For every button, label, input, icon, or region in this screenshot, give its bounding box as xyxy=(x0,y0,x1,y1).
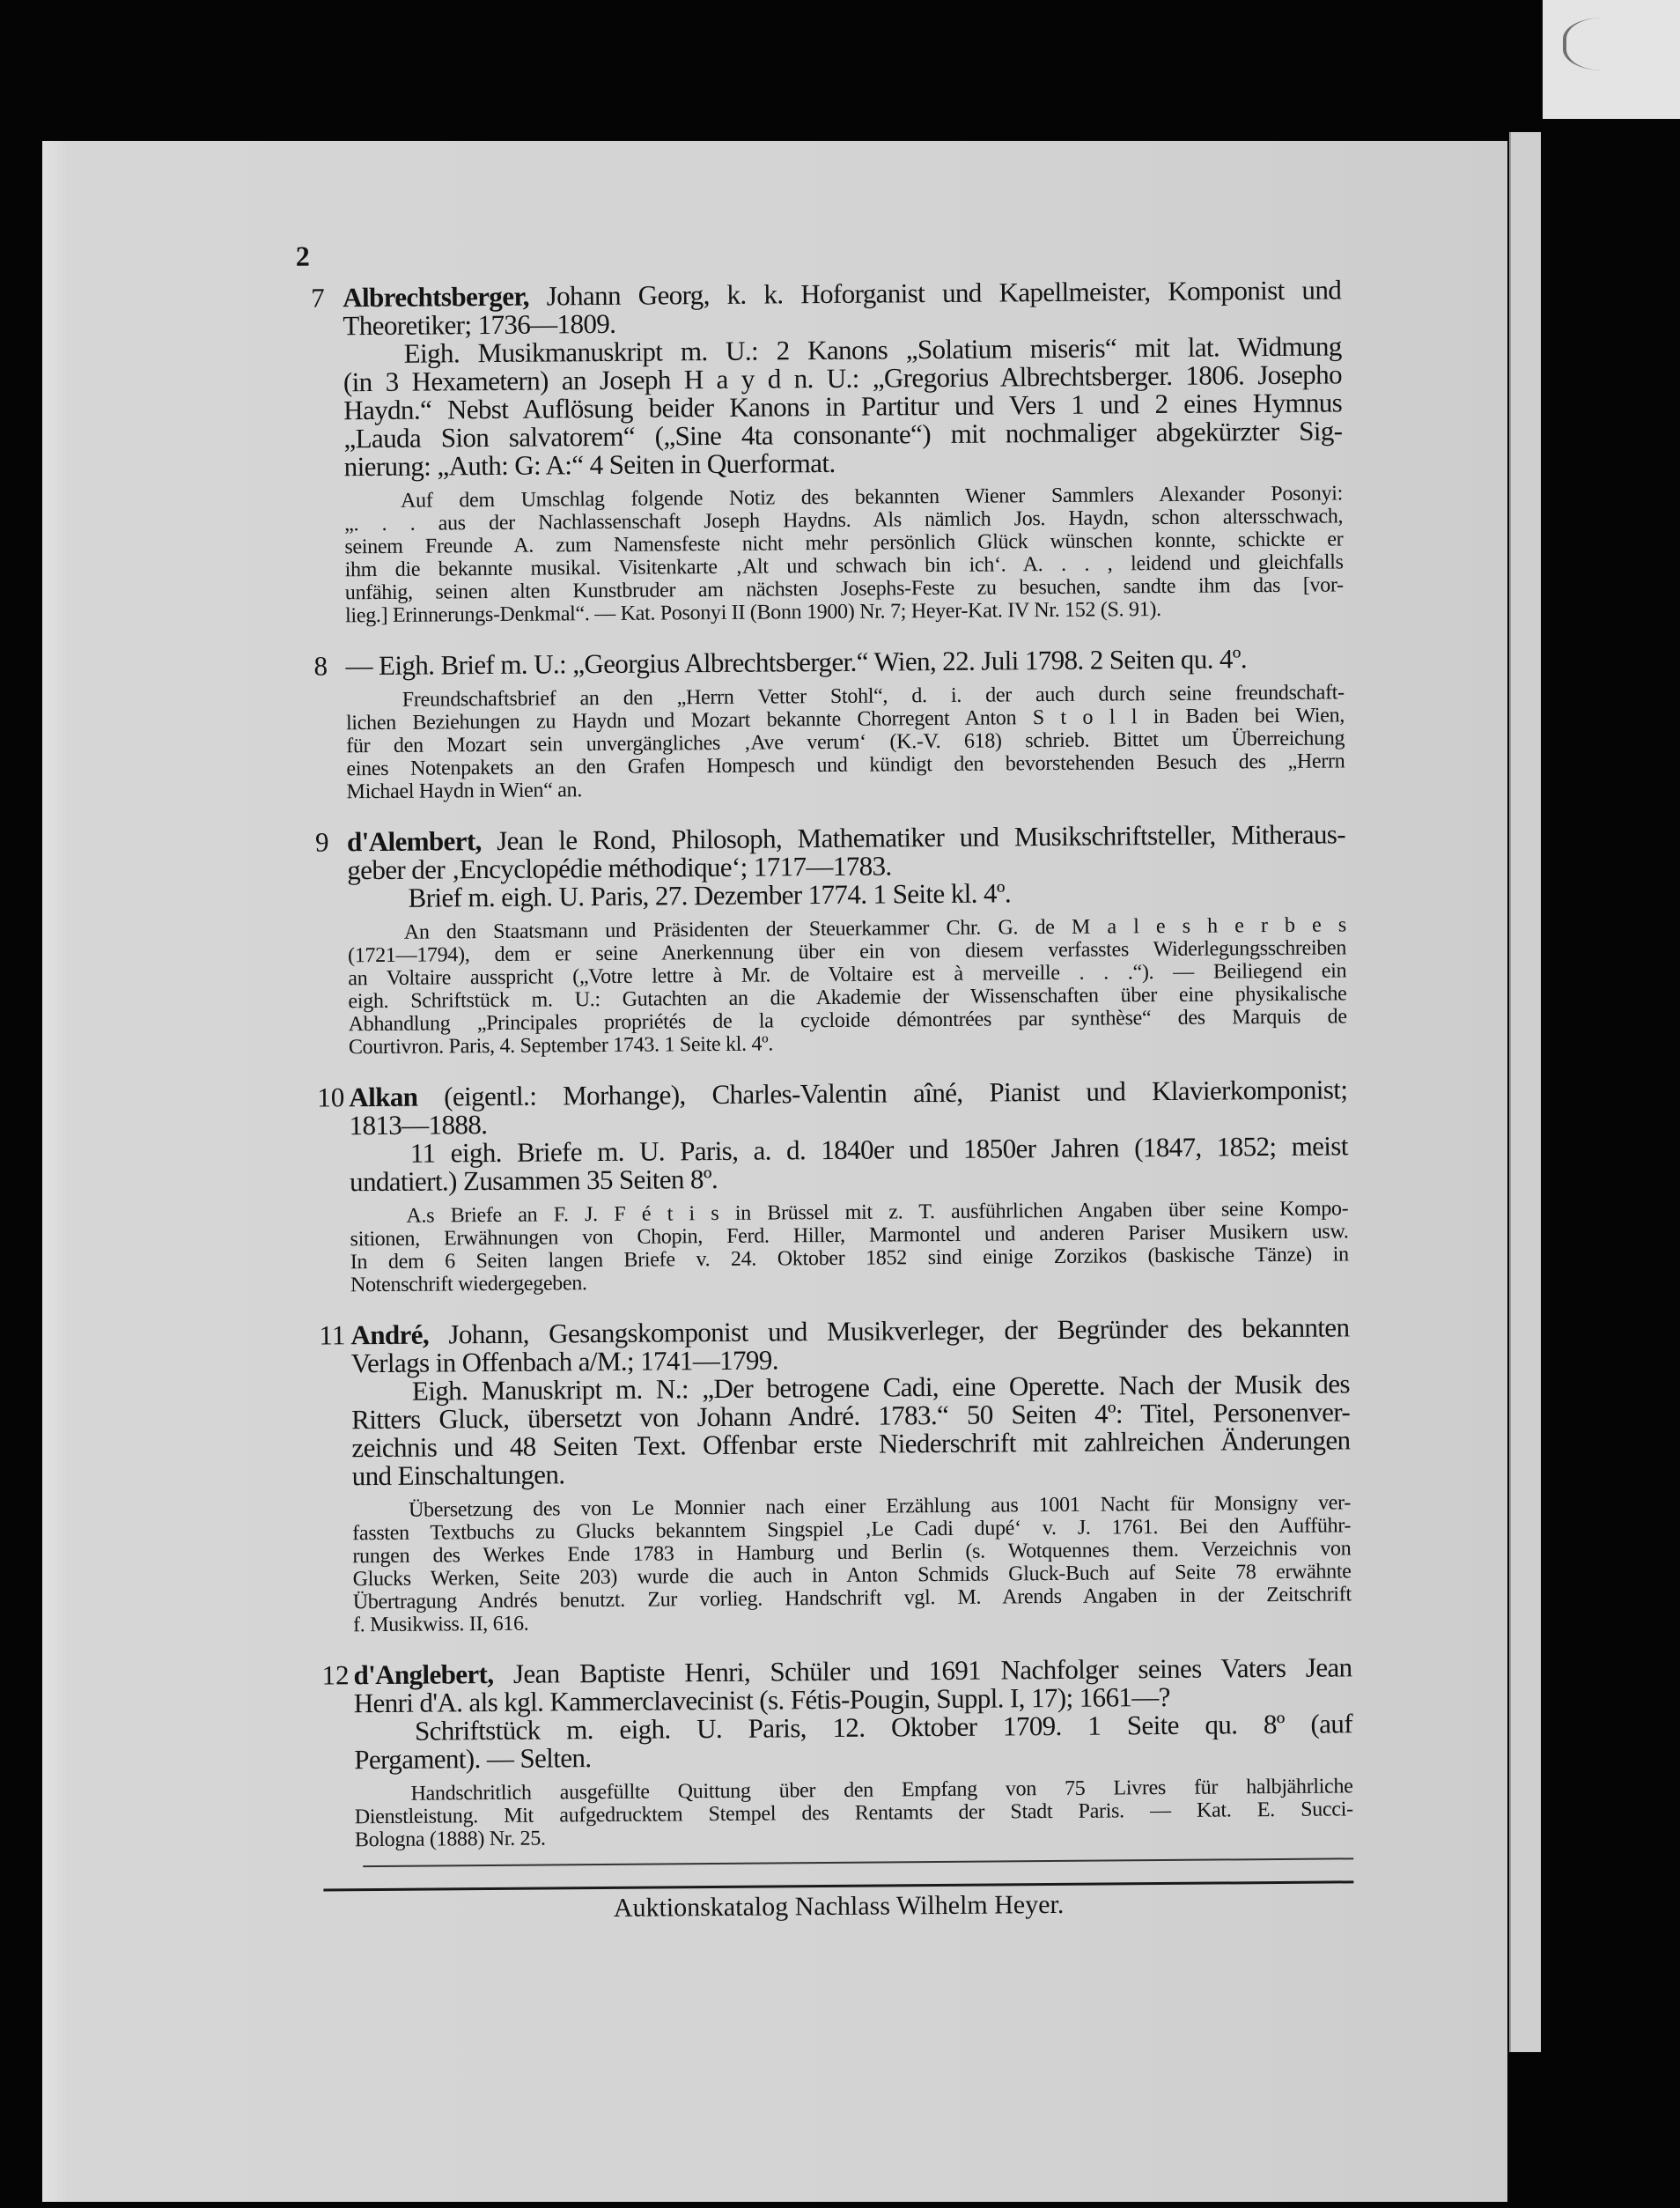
item-description-line: Haydn.“ Nebst Auflösung beider Kanons in Partitur und Vers 1 und 2 eines Hymnus xyxy=(343,387,1343,426)
entry-heading-line: Theoretiker; 1736—1809. xyxy=(343,307,616,342)
item-description-line: Eigh. Musikmanuskript m. U.: 2 Kanons „Solatium miseris“ mit lat. Widmung xyxy=(403,330,1342,369)
item-note-line: In dem 6 Seiten langen Briefe v. 24. Oktober 1852 sind einige Zorzikos (baskische Tänze) in xyxy=(350,1243,1349,1274)
item-note-line: Dienstleistung. Mit aufgedrucktem Stempel des Rentamts der Stadt Paris. — Kat. E. Succi- xyxy=(354,1798,1353,1829)
item-note-line: rungen des Werkes Ende 1783 in Hamburg und Berlin (s. Wotquennes them. Verzeichnis von xyxy=(352,1537,1352,1569)
item-note-line: Notenschrift wiedergegeben. xyxy=(350,1272,587,1297)
heading-text: Johann Georg, k. k. Hoforganist und Kapellmeister, Komponist und xyxy=(528,274,1342,312)
composer-name: d'Alembert, xyxy=(346,825,482,858)
item-note-line: (1721—1794), dem er seine Anerkennung über ein von diesem verfasstes Widerlegungsschreiben xyxy=(347,936,1347,968)
item-note-line: Übersetzung des von Le Monnier nach einer Erzählung aus 1001 Nacht für Monsigny ver- xyxy=(408,1491,1352,1522)
item-description-line: nierung: „Auth: G: A:“ 4 Seiten in Querformat. xyxy=(343,447,836,483)
lot-number: 8 xyxy=(313,650,328,682)
lot-number: 11 xyxy=(319,1319,346,1351)
lot-number: 7 xyxy=(311,282,325,314)
heading-text: Jean le Rond, Philosoph, Mathematiker und Musikschriftsteller, Mitheraus- xyxy=(481,818,1346,857)
item-note-line: A.s Briefe an F. J. F é t i s in Brüssel mit z. T. ausführlichen Angaben über seine Kompo- xyxy=(406,1197,1349,1228)
lot-number: 9 xyxy=(314,826,329,858)
item-description-line: Pergament). — Selten. xyxy=(354,1742,592,1776)
entry-heading-line: 1813—1888. xyxy=(349,1109,488,1141)
item-note-line: lieg.] Erinnerungs-Denkmal“. — Kat. Posonyi II (Bonn 1900) Nr. 7; Heyer-Kat. IV Nr. 152 (S. 91). xyxy=(344,598,1161,628)
heading-text: Johann, Gesangskomponist und Musikverleger, der Begründer des bekannten xyxy=(428,1311,1350,1350)
item-description-line: „Lauda Sion salvatorem“ („Sine 4ta consonante“) mit nochmaliger abgekürzter Sig- xyxy=(343,415,1343,454)
item-note-line: Übertragung Andrés benutzt. Zur vorlieg. Handschrift vgl. M. Arends Angaben in der Zeitschrift xyxy=(352,1583,1352,1614)
catalog-entry xyxy=(319,1313,1352,1636)
item-note-line: Courtivron. Paris, 4. September 1743. 1 Seite kl. 4º. xyxy=(348,1032,774,1060)
item-note-line: Bologna (1888) Nr. 25. xyxy=(354,1827,546,1852)
heading-text: (eigentl.: Morhange), Charles-Valentin aîné, Pianist und Klavierkomponist; xyxy=(417,1074,1348,1112)
item-description-line: 11 eigh. Briefe m. U. Paris, a. d. 1840er und 1850er Jahren (1847, 1852; meist xyxy=(409,1130,1348,1169)
item-note-line: eigh. Schriftstück m. U.: Gutachten an die Akademie der Wissenschaften über eine physikalische xyxy=(348,982,1347,1014)
footer-title: Auktionskatalog Nachlass Wilhelm Heyer. xyxy=(613,1889,1065,1923)
item-note-line: Handschritlich ausgefüllte Quittung über den Empfang von 75 Livres für halbjährliche xyxy=(410,1775,1353,1806)
lot-number: 12 xyxy=(321,1659,350,1691)
item-note-line: seinem Freunde A. zum Namensfeste nicht mehr persönlich Glück wünschen konnte, schickte er xyxy=(344,528,1344,559)
composer-name: Albrechtsberger, xyxy=(343,280,530,314)
item-description-line: (in 3 Hexametern) an Joseph H a y d n. U.: „Gregorius Albrechtsberger. 1806. Josepho xyxy=(343,358,1343,398)
composer-name: d'Anglebert, xyxy=(353,1658,494,1691)
item-description-line: Brief m. eigh. U. Paris, 27. Dezember 1774. 1 Seite kl. 4º. xyxy=(408,877,1012,913)
item-description-line: zeichnis und 48 Seiten Text. Offenbar erste Niederschrift mit zahlreichen Änderungen xyxy=(351,1424,1351,1464)
catalog-entry xyxy=(315,820,1347,1059)
item-note-line: sitionen, Erwähnungen von Chopin, Ferd. Hiller, Marmontel und anderen Pariser Musikern usw. xyxy=(350,1220,1349,1252)
item-note-line: unfähig, seinen alten Kunstbruder am nächsten Josephs-Feste zu besuchen, sandte ihm das [vor- xyxy=(344,573,1344,605)
item-note-line: Abhandlung „Principales propriétés de la cycloide démontrées par synthèse“ des Marquis de xyxy=(348,1005,1347,1037)
catalog-entry xyxy=(317,1075,1349,1296)
entries-column xyxy=(311,276,1354,1926)
item-note-line: eines Notenpakets an den Grafen Hompesch und kündigt den bevorstehenden Besuch des „Herrn xyxy=(346,750,1345,781)
lot-number: 10 xyxy=(317,1082,345,1113)
item-description-line: und Einschaltungen. xyxy=(351,1458,565,1492)
item-note-line: Glucks Werken, Seite 203) wurde die auch in Anton Schmids Gluck-Buch auf Seite 78 erwähnte xyxy=(352,1560,1352,1591)
catalog-entry xyxy=(321,1653,1353,1851)
item-note-line: ihm die bekannte musikal. Visitenkarte ‚Alt und schwach bin ich‘. A. . . , leidend und gleichfalls xyxy=(344,550,1344,582)
item-description-line: Schriftstück m. eigh. U. Paris, 12. Oktober 1709. 1 Seite qu. 8º (auf xyxy=(414,1708,1353,1746)
entry-heading-line: geber der ‚Encyclopédie méthodique‘; 1717—1783. xyxy=(347,850,892,886)
composer-name: André, xyxy=(350,1318,430,1351)
entry-heading-line xyxy=(313,644,1344,680)
item-note-line: lichen Beziehungen zu Haydn und Mozart bekannte Chorregent Anton S t o l l in Baden bei Wien, xyxy=(345,704,1345,735)
item-note-line: für den Mozart sein unvergängliches ‚Ave verum‘ (K.-V. 618) schrieb. Bittet um Überreichung xyxy=(346,727,1345,758)
item-description-line: undatiert.) Zusammen 35 Seiten 8º. xyxy=(349,1163,718,1198)
item-note-line: fassten Textbuchs zu Glucks bekanntem Singspiel ‚Le Cadi dupé‘ v. J. 1761. Bei den Aufführ- xyxy=(352,1514,1352,1546)
item-note-line: an Voltaire ausspricht („Votre lettre à Mr. de Voltaire est à merveille . . .“). — Beiliegend ein xyxy=(348,959,1347,991)
catalog-entry xyxy=(311,276,1344,627)
heading-text: — Eigh. Brief m. U.: „Georgius Albrechtsberger.“ Wien, 22. Juli 1798. 2 Seiten qu. 4º. xyxy=(345,643,1248,682)
item-note-line: „. . . aus der Nachlassenschaft Joseph Haydns. Als nämlich Jos. Haydn, schon altersschwach, xyxy=(344,505,1344,536)
entry-heading-line: Verlags in Offenbach a/M.; 1741—1799. xyxy=(350,1344,779,1379)
entry-end-rule xyxy=(363,1857,1353,1867)
item-note-line: Auf dem Umschlag folgende Notiz des bekannten Wiener Sammlers Alexander Posonyi: xyxy=(400,482,1344,513)
item-description-line: Eigh. Manuskript m. N.: „Der betrogene Cadi, eine Operette. Nach der Musik des xyxy=(411,1368,1351,1407)
item-description-line: Ritters Gluck, übersetzt von Johann André. 1783.“ 50 Seiten 4º: Titel, Personenver- xyxy=(351,1396,1351,1436)
entry-heading-line: Henri d'A. als kgl. Kammerclavecinist (s. Fétis-Pougin, Suppl. I, 17); 1661—? xyxy=(353,1680,1170,1719)
item-note-line: Freundschaftsbrief an den „Herrn Vetter Stohl“, d. i. der auch durch seine freundschaft- xyxy=(402,681,1345,712)
heading-text: Jean Baptiste Henri, Schüler und 1691 Nachfolger seines Vaters Jean xyxy=(493,1651,1352,1690)
item-note-line: f. Musikwiss. II, 616. xyxy=(352,1612,529,1637)
item-note-line: Michael Haydn in Wien“ an. xyxy=(346,779,583,804)
item-note-line: An den Staatsmann und Präsidenten der Steuerkammer Chr. G. de M a l e s h e r b e s xyxy=(403,913,1346,944)
page-number: 2 xyxy=(295,240,310,272)
composer-name: Alkan xyxy=(349,1081,418,1113)
catalog-entry xyxy=(313,644,1345,803)
